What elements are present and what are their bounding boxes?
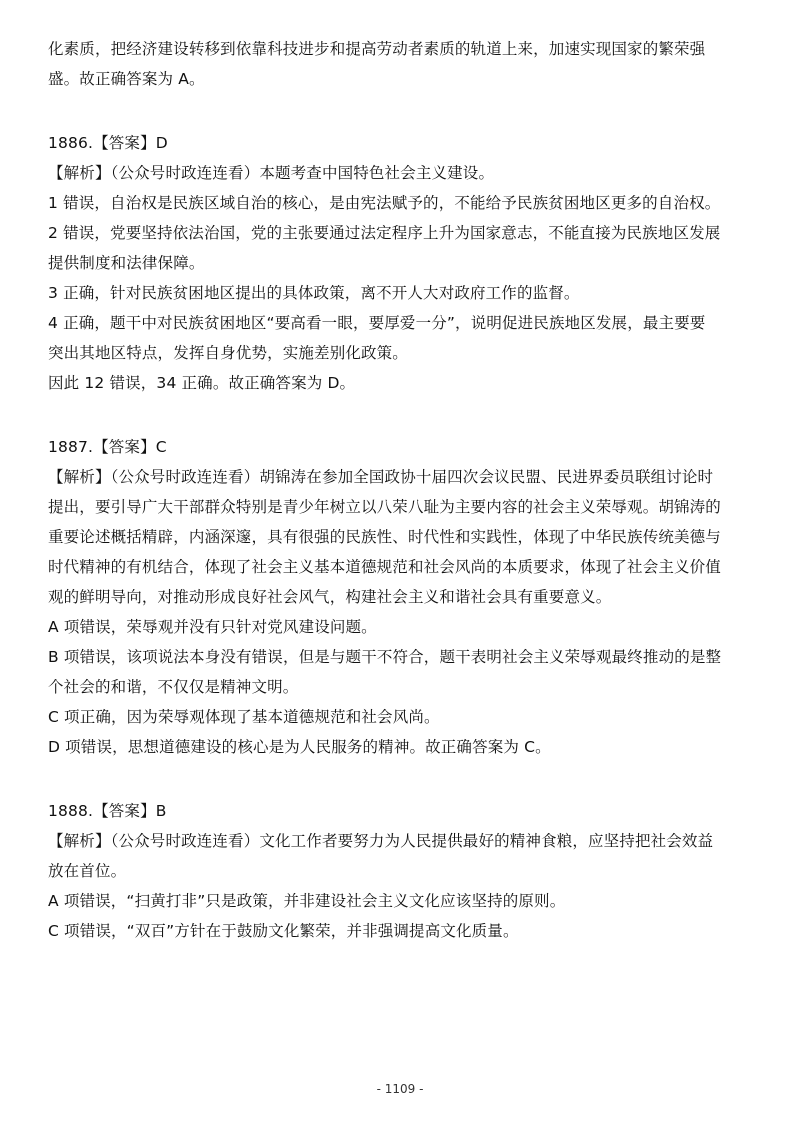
text-line: 因此 12 错误，34 正确。故正确答案为 D。 (48, 374, 356, 392)
text-line: 4 正确，题干中对民族贫困地区“要高看一眼，要厚爱一分”，说明促进民族地区发展，最主要要 (48, 314, 706, 332)
text-line: 化素质，把经济建设转移到依靠科技进步和提高劳动者素质的轨道上来，加速实现国家的繁荣强 (48, 40, 706, 58)
answer-1886-section (48, 128, 760, 398)
text-line: A 项错误，“扫黄打非”只是政策，并非建设社会主义文化应该坚持的原则。 (48, 892, 566, 910)
text-line: 观的鲜明导向，对推动形成良好社会风气，构建社会主义和谐社会具有重要意义。 (48, 588, 612, 606)
text-line: 3 正确，针对民族贫困地区提出的具体政策，离不开人大对政府工作的监督。 (48, 284, 580, 302)
text-line: 提出，要引导广大干部群众特别是青少年树立以八荣八耻为主要内容的社会主义荣辱观。胡锦涛的 (48, 498, 721, 516)
answer-1887-section (48, 432, 760, 762)
document-page (48, 34, 760, 946)
analysis-line: 【解析】（公众号时政连连看）本题考查中国特色社会主义建设。 (48, 164, 495, 182)
analysis-line: 【解析】（公众号时政连连看）文化工作者要努力为人民提供最好的精神食粮，应坚持把社会效益 (48, 832, 714, 850)
text-line: B 项错误，该项说法本身没有错误，但是与题干不符合，题干表明社会主义荣辱观最终推动的是整 (48, 648, 722, 666)
text-line: C 项错误，“双百”方针在于鼓励文化繁荣，并非强调提高文化质量。 (48, 922, 519, 940)
text-line: 放在首位。 (48, 862, 127, 880)
analysis-line: 【解析】（公众号时政连连看）胡锦涛在参加全国政协十届四次会议民盟、民进界委员联组讨论时 (48, 468, 714, 486)
text-line: C 项正确，因为荣辱观体现了基本道德规范和社会风尚。 (48, 708, 440, 726)
answer-header: 1888.【答案】B (48, 802, 167, 820)
text-line: 提供制度和法律保障。 (48, 254, 205, 272)
text-line: 盛。故正确答案为 A。 (48, 70, 205, 88)
text-line: 1 错误，自治权是民族区域自治的核心，是由宪法赋予的，不能给予民族贫困地区更多的自治权。 (48, 194, 721, 212)
text-line: D 项错误，思想道德建设的核心是为人民服务的精神。故正确答案为 C。 (48, 738, 551, 756)
page-number: - 1109 - (376, 1082, 424, 1096)
intro-section (48, 34, 760, 94)
answer-header: 1887.【答案】C (48, 438, 167, 456)
text-line: 突出其地区特点，发挥自身优势，实施差别化政策。 (48, 344, 408, 362)
text-line: 重要论述概括精辟，内涵深邃，具有很强的民族性、时代性和实践性，体现了中华民族传统美德与 (48, 528, 721, 546)
answer-header: 1886.【答案】D (48, 134, 168, 152)
text-line: 时代精神的有机结合，体现了社会主义基本道德规范和社会风尚的本质要求，体现了社会主义价值 (48, 558, 721, 576)
text-line: 个社会的和谐，不仅仅是精神文明。 (48, 678, 299, 696)
answer-1888-section (48, 796, 760, 946)
text-line: 2 错误，党要坚持依法治国，党的主张要通过法定程序上升为国家意志，不能直接为民族地区发展 (48, 224, 721, 242)
text-line: A 项错误，荣辱观并没有只针对党风建设问题。 (48, 618, 377, 636)
